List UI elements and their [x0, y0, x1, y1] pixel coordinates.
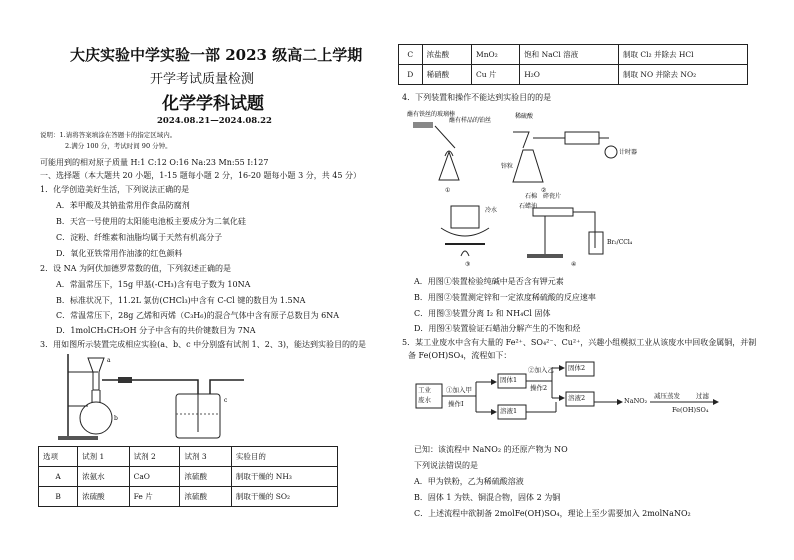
flow-step2: ②加入乙 — [528, 366, 554, 374]
flow-solid2: 固体2 — [568, 364, 586, 372]
table-header: 试剂 2 — [129, 447, 180, 467]
fig-label: 蘸有样品的铂丝 — [449, 117, 492, 124]
table-cell: 浓硫酸 — [180, 467, 231, 487]
fig-number: ③ — [465, 261, 471, 268]
table-cell: 制取干燥的 SO₂ — [231, 487, 337, 507]
q5-known: 已知：该流程中 NaNO₂ 的还原产物为 NO — [414, 445, 568, 454]
flow-solution1: 溶液1 — [500, 407, 518, 415]
q5-stem-line1: 5．某工业废水中含有大量的 Fe²⁺、SO₄²⁻、Cu²⁺，兴趣小组模拟工业从该废水中回收金属铜，并制 — [402, 338, 757, 347]
table-header-row — [39, 447, 338, 467]
fig-label: 碎瓷片 — [543, 193, 562, 200]
table-cell: 制取 NO 并除去 NO₂ — [619, 65, 748, 85]
q5-ask: 下列说法错误的是 — [414, 461, 478, 470]
q4-option-a: A．用图①装置检验纯碱中是否含有钾元素 — [414, 277, 564, 286]
table-row — [399, 45, 748, 65]
table-cell: 制取干燥的 NH₃ — [231, 467, 337, 487]
flow-solid1: 固体1 — [500, 376, 518, 384]
table-cell: 饱和 NaCl 溶液 — [520, 45, 619, 65]
label-b: b — [114, 415, 118, 422]
table-cell: 制取 Cl₂ 并除去 HCl — [619, 45, 748, 65]
q2-stem: 2．设 NA 为阿伏加德罗常数的值，下列叙述正确的是 — [40, 264, 231, 273]
q3-stem: 3．用如图所示装置完成相应实验(a、b、c 中分别盛有试剂 1、2、3)，能达到实验目的的是 — [40, 340, 367, 349]
q5-stem-line2: 备 Fe(OH)SO₄，流程如下： — [408, 351, 512, 360]
fig-label: 石蜡油 — [519, 203, 538, 210]
table-cell: Cu 片 — [472, 65, 520, 85]
flow-product: Fe(OH)SO₄ — [672, 406, 709, 414]
q3-apparatus-figure — [58, 350, 258, 442]
q2-option-a: A．常温常压下，15g 甲基(-CH₃)含有电子数为 10NA — [56, 280, 251, 289]
q3-table-continued — [398, 44, 748, 85]
table-row — [39, 487, 338, 507]
fig-number: ① — [445, 187, 451, 194]
label-c: c — [224, 397, 228, 404]
q1-option-d: D．氧化亚铁常用作油漆的红色颜料 — [56, 249, 183, 258]
table-cell: 浓氨水 — [78, 467, 129, 487]
q5-flowchart — [410, 362, 740, 424]
table-cell: C — [399, 45, 423, 65]
flow-waste-line1: 工业 — [418, 386, 431, 394]
flow-nano2: NaNO₂ — [624, 397, 648, 405]
fig-label: 稀硫酸 — [515, 113, 534, 120]
q5-option-a: A．甲为铁粉，乙为稀硫酸溶液 — [414, 477, 524, 486]
q1-option-c: C．淀粉、纤维素和油脂均属于天然有机高分子 — [56, 233, 223, 242]
fig-label: 计时器 — [619, 149, 638, 156]
q4-stem: 4．下列装置和操作不能达到实验目的的是 — [402, 93, 552, 102]
fig-label: 石棉 — [525, 193, 538, 200]
table-header: 试剂 1 — [78, 447, 129, 467]
title-line1: 大庆实验中学实验一部 2023 级高二上学期 — [70, 46, 363, 64]
table-header: 实验目的 — [231, 447, 337, 467]
q2-option-b: B．标准状况下，11.2L 氯仿(CHCl₃)中含有 C-Cl 键的数目为 1.5NA — [56, 296, 306, 305]
flow-filter: 过滤 — [696, 392, 709, 400]
q1-option-a: A．苯甲酸及其钠盐常用作食品防腐剂 — [56, 201, 190, 210]
q2-option-d: D．1molCH₃CH₂OH 分子中含有的共价键数目为 7NA — [56, 326, 256, 335]
exam-dates: 2024.08.21—2024.08.22 — [157, 116, 272, 126]
table-cell: 浓盐酸 — [422, 45, 471, 65]
table-cell: 浓硫酸 — [180, 487, 231, 507]
section-heading: 一、选择题（本大题共 20 小题，1-15 题每小题 2 分，16-20 题每小题 3 分，共 45 分） — [40, 171, 362, 180]
flow-waste-line2: 废水 — [418, 396, 431, 404]
q3-table — [38, 446, 338, 507]
fig-number: ② — [541, 187, 547, 194]
q4-apparatus-figures — [405, 108, 735, 268]
q2-option-c: C．常温常压下，28g 乙烯和丙烯（C₃H₆)的混合气体中含有原子总数目为 6NA — [56, 311, 340, 320]
q4-option-c: C．用图③装置分离 I₂ 和 NH₄Cl 固体 — [414, 309, 551, 318]
flow-solution2: 溶液2 — [568, 394, 586, 402]
title-line3: 化学学科试题 — [162, 94, 264, 114]
atomic-masses: 可能用到的相对原子质量 H:1 C:12 O:16 Na:23 Mn:55 I:127 — [40, 158, 269, 167]
table-cell: 稀硝酸 — [422, 65, 471, 85]
fig-label: 蘸有铁丝的玻璃棒 — [407, 111, 456, 118]
fig-number: ④ — [571, 261, 577, 268]
flow-op2: 操作2 — [530, 384, 548, 392]
table-row — [399, 65, 748, 85]
label-a: a — [107, 357, 111, 364]
table-cell: 浓硫酸 — [78, 487, 129, 507]
flow-op1: 操作Ⅰ — [448, 400, 464, 408]
flow-step1: ①加入甲 — [446, 386, 472, 394]
q5-option-b: B．固体 1 为铁、铜混合物，固体 2 为铜 — [414, 493, 561, 502]
table-cell: D — [399, 65, 423, 85]
fig-label: Br₂/CCl₄ — [607, 239, 633, 246]
instruction-2: 2.满分 100 分，考试时间 90 分钟。 — [65, 142, 172, 150]
q4-option-d: D．用图④装置验证石蜡油分解产生的不饱和烃 — [414, 324, 581, 333]
table-header: 选项 — [39, 447, 78, 467]
flow-evap: 减压蒸发 — [654, 392, 680, 400]
q1-stem: 1．化学创造美好生活，下列说法正确的是 — [40, 185, 190, 194]
fig-label: 冷水 — [485, 207, 498, 214]
table-header: 试剂 3 — [180, 447, 231, 467]
q1-option-b: B．天宫一号使用的太阳能电池板主要成分为二氧化硅 — [56, 217, 246, 226]
q5-option-c: C．上述流程中欲制备 2molFe(OH)SO₄，理论上至少需要加入 2molNaNO₂ — [414, 509, 691, 518]
q4-option-b: B．用图②装置测定锌和一定浓度稀硫酸的反应速率 — [414, 293, 596, 302]
table-row — [39, 467, 338, 487]
table-cell: H₂O — [520, 65, 619, 85]
table-cell: MnO₂ — [472, 45, 520, 65]
table-cell: B — [39, 487, 78, 507]
table-cell: A — [39, 467, 78, 487]
title-line2: 开学考试质量检测 — [150, 72, 255, 87]
table-cell: CaO — [129, 467, 180, 487]
instruction-1: 说明：1.请将答案填涂在答题卡的指定区域内。 — [40, 131, 177, 139]
table-cell: Fe 片 — [129, 487, 180, 507]
fig-label: 锌粒 — [501, 163, 514, 170]
